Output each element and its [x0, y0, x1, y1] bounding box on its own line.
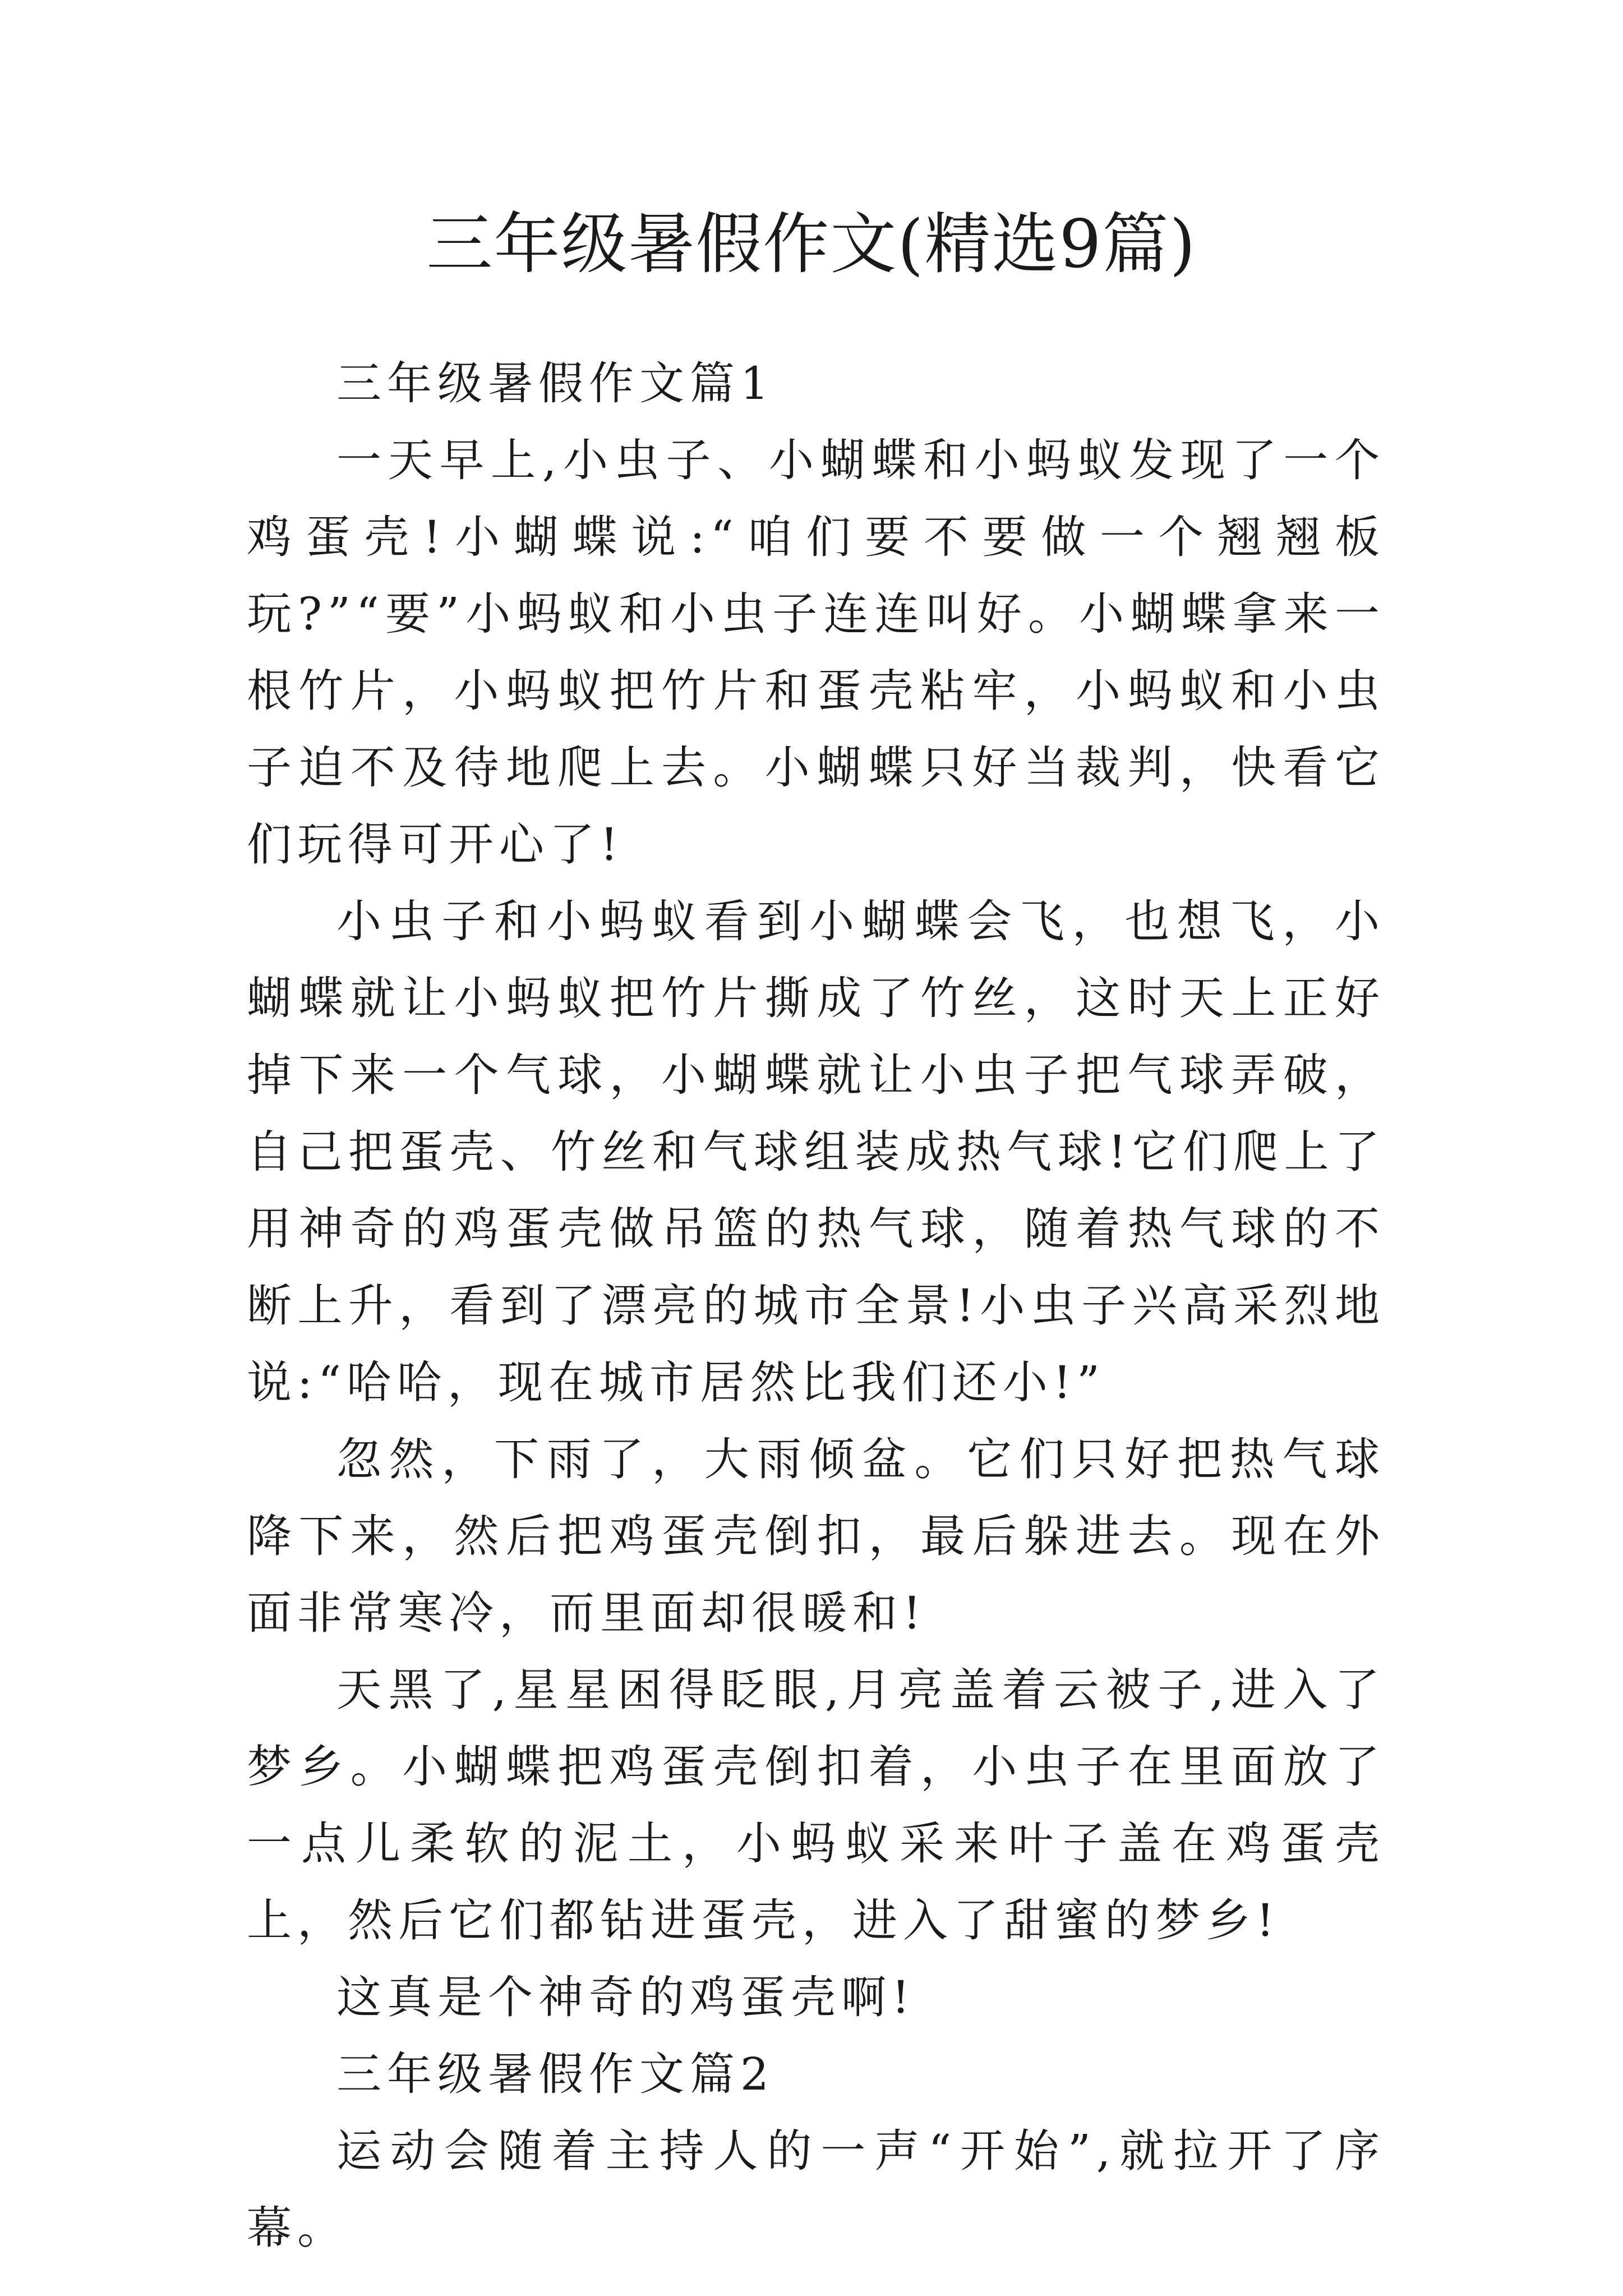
paragraph: 天黑了,星星困得眨眼,月亮盖着云被子,进入了梦乡。小蝴蝶把鸡蛋壳倒扣着，小虫子在里面放了一点儿柔软的泥土，小蚂蚁采来叶子盖在鸡蛋壳上，然后它们都钻进蛋壳，进入了甜蜜的梦乡! [247, 1664, 1385, 1947]
document-body [247, 345, 1385, 2266]
paragraph: 这真是个神奇的鸡蛋壳啊! [336, 1971, 916, 2023]
paragraph: 小虫子和小蚂蚁看到小蝴蝶会飞，也想飞，小蝴蝶就让小蚂蚁把竹片撕成了竹丝，这时天上正好掉下来一个气球，小蝴蝶就让小虫子把气球弄破，自己把蛋壳、竹丝和气球组装成热气球!它们爬上了用神奇的鸡蛋壳做吊篮的热气球，随着热气球的不断上升，看到了漂亮的城市全景!小虫子兴高采烈地说:“哈哈，现在城市居然比我们还小!” [247, 895, 1385, 1409]
section-heading: 三年级暑假作文篇2 [336, 2048, 774, 2100]
paragraph: 忽然，下雨了，大雨倾盆。它们只好把热气球降下来，然后把鸡蛋壳倒扣，最后躲进去。现在外面非常寒冷，而里面却很暖和! [247, 1433, 1385, 1639]
paragraph: 一天早上,小虫子、小蝴蝶和小蚂蚁发现了一个鸡蛋壳!小蝴蝶说:“咱们要不要做一个翘翘板玩?”“要”小蚂蚁和小虫子连连叫好。小蝴蝶拿来一根竹片，小蚂蚁把竹片和蛋壳粘牢，小蚂蚁和小虫子迫不及待地爬上去。小蝴蝶只好当裁判，快看它们玩得可开心了! [247, 434, 1385, 871]
document-title: 三年级暑假作文(精选9篇) [426, 205, 1197, 283]
section-heading: 三年级暑假作文篇1 [336, 357, 774, 409]
paragraph: 运动会随着主持人的一声“开始”,就拉开了序幕。 [247, 2125, 1385, 2254]
